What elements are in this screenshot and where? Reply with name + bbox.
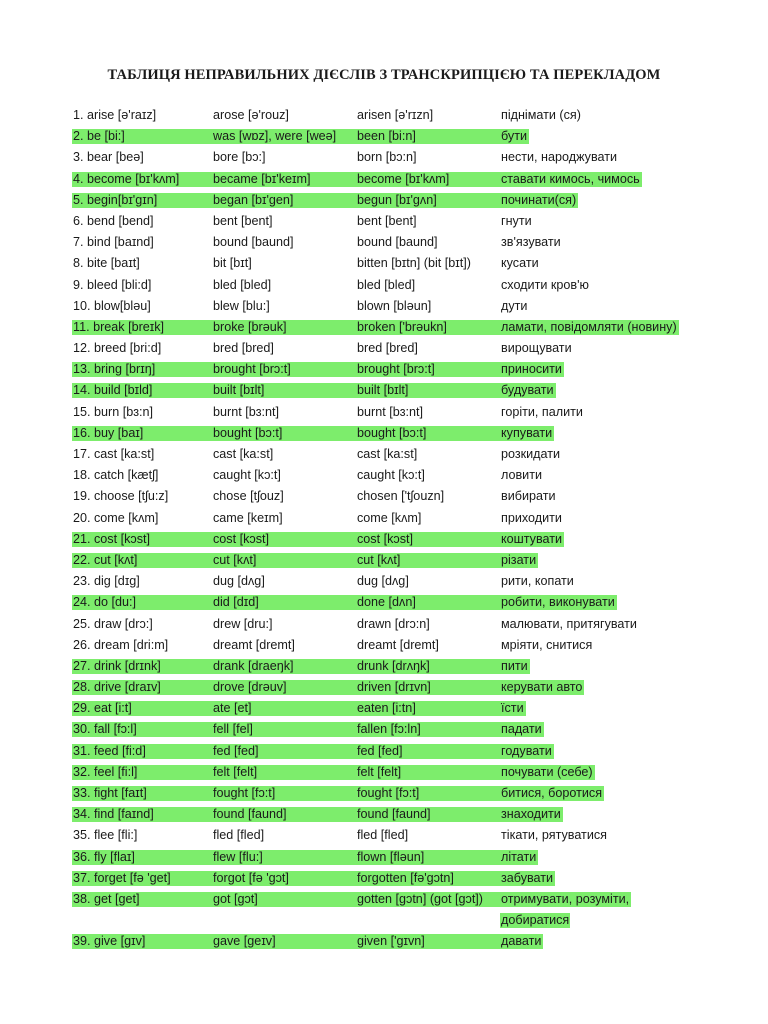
table-row (0, 529, 768, 550)
translation-cell: сходити кров'ю (501, 277, 589, 292)
translation-cell: літати (501, 849, 537, 864)
past-simple-cell: brought [brɔ:t] (213, 362, 291, 377)
table-row (0, 465, 768, 486)
table-row (0, 296, 768, 317)
table-row (0, 931, 768, 952)
past-participle-cell: bound [baund] (357, 235, 438, 250)
past-simple-cell: bore [bɔ:] (213, 150, 266, 165)
translation-cell: тікати, рятуватися (501, 828, 607, 843)
past-simple-cell: broke [brəuk] (213, 319, 287, 334)
past-participle-cell: felt [felt] (357, 764, 402, 779)
past-simple-cell: blew [blu:] (213, 298, 270, 313)
table-row (0, 508, 768, 529)
past-participle-cell: done [dʌn] (357, 595, 416, 610)
table-row (0, 380, 768, 401)
base-form-cell: 28. drive [draɪv] (73, 680, 161, 695)
row-highlight (72, 553, 538, 568)
translation-cell: ловити (501, 468, 543, 483)
table-row (0, 317, 768, 338)
table-row (0, 550, 768, 571)
table-row (0, 444, 768, 465)
past-participle-cell: born [bɔ:n] (357, 150, 417, 165)
past-participle-cell: gotten [gɔtn] (got [gɔt]) (357, 891, 484, 906)
past-simple-cell: ate [et] (213, 701, 252, 716)
past-simple-cell: dreamt [dremt] (213, 637, 295, 652)
past-participle-cell: cut [kʌt] (357, 552, 401, 567)
translation-cell: малювати, притягувати (501, 616, 637, 631)
translation-cell: ламати, повідомляти (новину) (501, 319, 677, 334)
base-form-cell: 20. come [kʌm] (73, 510, 159, 525)
base-form-cell: 27. drink [drɪnk] (73, 658, 161, 673)
translation-cell: коштувати (501, 531, 563, 546)
translation-cell: купувати (501, 425, 553, 440)
row-highlight (72, 722, 544, 737)
past-participle-cell: come [kʌm] (357, 510, 422, 525)
table-row (0, 338, 768, 359)
past-simple-cell: arose [ə'rouz] (213, 108, 289, 122)
past-participle-cell: chosen ['tʃouzn] (357, 489, 445, 504)
translation-cell: гнути (501, 213, 532, 228)
base-form-cell: 33. fight [faɪt] (73, 786, 147, 800)
table-row (0, 275, 768, 296)
base-form-cell: 16. buy [baɪ] (73, 425, 144, 440)
past-simple-cell: drank [draeŋk] (213, 658, 294, 673)
past-simple-cell: came [keɪm] (213, 510, 283, 525)
past-participle-cell: dug [dʌg] (357, 574, 409, 589)
translation-cell: дути (501, 298, 528, 313)
table-row (0, 423, 768, 444)
base-form-cell: 23. dig [dɪg] (73, 574, 140, 589)
past-simple-cell: got [gɔt] (213, 891, 258, 906)
base-form-cell: 32. feel [fi:l] (73, 764, 138, 779)
translation-cell: розкидати (501, 447, 561, 461)
translation-cell: вибирати (501, 489, 556, 504)
table-row (0, 698, 768, 719)
base-form-cell: 39. give [gɪv] (73, 934, 146, 949)
past-participle-cell: bred [bred] (357, 341, 418, 356)
base-form-cell: 10. blow[bləu] (73, 298, 151, 313)
base-form-cell: 37. forget [fə 'get] (73, 870, 171, 885)
translation-cell: добиратися (501, 913, 570, 928)
past-participle-cell: given ['gɪvn] (357, 934, 425, 949)
past-participle-cell: become [bɪ'kʌm] (357, 171, 450, 186)
past-participle-cell: found [faund] (357, 807, 431, 822)
translation-cell: починати(ся) (501, 192, 577, 207)
past-simple-cell: bit [bɪt] (213, 256, 252, 271)
base-form-cell: 25. draw [drɔ:] (73, 616, 153, 631)
past-simple-cell: gave [geɪv] (213, 934, 276, 949)
past-participle-cell: been [bi:n] (357, 129, 416, 144)
translation-cell: ставати кимось, чимось (501, 171, 640, 186)
past-simple-cell: became [bɪ'keɪm] (213, 171, 311, 186)
past-participle-cell: bent [bent] (357, 213, 417, 228)
table-row (0, 741, 768, 762)
base-form-cell: 11. break [breɪk] (73, 319, 165, 334)
past-participle-cell: broken ['brəukn] (357, 319, 447, 334)
table-row (0, 169, 768, 190)
translation-cell: кусати (501, 256, 539, 271)
base-form-cell: 2. be [bi:] (73, 129, 125, 144)
table-row (0, 656, 768, 677)
base-form-cell: 15. burn [bɜ:n] (73, 404, 153, 419)
past-participle-cell: fought [fɔ:t] (357, 786, 420, 800)
translation-cell: забувати (501, 870, 554, 885)
past-simple-cell: did [dɪd] (213, 595, 259, 610)
translation-cell: приходити (501, 510, 562, 525)
past-simple-cell: caught [kɔ:t] (213, 468, 281, 483)
base-form-cell: 38. get [get] (73, 891, 140, 906)
table-row (0, 253, 768, 274)
table-row (0, 211, 768, 232)
translation-cell: давати (501, 934, 542, 949)
past-participle-cell: drunk [drʌŋk] (357, 658, 430, 673)
base-form-cell: 17. cast [ka:st] (73, 447, 155, 461)
table-row (0, 359, 768, 380)
base-form-cell: 14. build [bɪld] (73, 383, 153, 398)
table-row (0, 190, 768, 211)
translation-cell: приносити (501, 362, 562, 377)
verb-table (0, 105, 768, 953)
table-row (0, 105, 768, 126)
base-form-cell: 31. feed [fi:d] (73, 743, 146, 758)
translation-cell: піднімати (ся) (501, 108, 581, 122)
base-form-cell: 18. catch [kætʃ] (73, 468, 159, 483)
past-simple-cell: found [faund] (213, 807, 287, 822)
translation-cell: різати (501, 552, 537, 567)
past-simple-cell: cost [kɔst] (213, 531, 269, 546)
translation-cell: зв'язувати (501, 235, 561, 250)
translation-cell: їсти (501, 701, 524, 716)
base-form-cell: 13. bring [brɪŋ] (73, 362, 156, 377)
base-form-cell: 1. arise [ə'raɪz] (73, 108, 157, 122)
base-form-cell: 22. cut [kʌt] (73, 552, 138, 567)
past-simple-cell: bred [bred] (213, 341, 274, 356)
past-simple-cell: fed [fed] (213, 743, 259, 758)
translation-cell: пити (501, 658, 528, 673)
base-form-cell: 19. choose [tʃu:z] (73, 489, 169, 504)
table-row (0, 719, 768, 740)
base-form-cell: 7. bind [baɪnd] (73, 235, 154, 250)
past-simple-cell: fought [fɔ:t] (213, 786, 276, 800)
translation-cell: нести, народжувати (501, 150, 618, 165)
page-title: ТАБЛИЦЯ НЕПРАВИЛЬНИХ ДІЄСЛІВ З ТРАНСКРИПЦІЄЮ ТА ПЕРЕКЛАДОМ (107, 67, 661, 83)
row-highlight (72, 850, 538, 865)
past-simple-cell: was [wɒz], were [weə] (213, 129, 337, 144)
translation-cell: керувати авто (501, 680, 583, 695)
past-simple-cell: began [bɪ'gen] (213, 192, 294, 207)
past-simple-cell: cast [ka:st] (213, 447, 274, 461)
table-row (0, 402, 768, 423)
table-row (0, 126, 768, 147)
past-participle-cell: cost [kɔst] (357, 531, 413, 546)
base-form-cell: 34. find [faɪnd] (73, 807, 154, 822)
past-participle-cell: burnt [bɜ:nt] (357, 404, 423, 419)
table-row (0, 762, 768, 783)
table-row (0, 571, 768, 592)
past-participle-cell: fed [fed] (357, 743, 403, 758)
row-highlight (72, 701, 526, 716)
table-row (0, 592, 768, 613)
past-participle-cell: brought [brɔ:t] (357, 362, 435, 377)
past-participle-cell: bled [bled] (357, 277, 416, 292)
past-participle-cell: arisen [ə'rɪzn] (357, 108, 434, 122)
translation-cell: будувати (501, 383, 554, 398)
base-form-cell: 4. become [bɪ'kʌm] (73, 171, 180, 186)
past-simple-cell: bought [bɔ:t] (213, 425, 283, 440)
past-simple-cell: bent [bent] (213, 213, 273, 228)
translation-cell: бути (501, 129, 528, 144)
table-row (0, 847, 768, 868)
base-form-cell: 8. bite [baɪt] (73, 256, 140, 271)
base-form-cell: 6. bend [bend] (73, 213, 154, 228)
translation-cell: битися, боротися (501, 786, 603, 800)
row-highlight (72, 426, 554, 441)
past-participle-cell: eaten [i:tn] (357, 701, 416, 716)
past-simple-cell: drove [drəuv] (213, 680, 287, 695)
translation-cell: робити, виконувати (501, 595, 615, 610)
translation-cell: горіти, палити (501, 404, 583, 419)
table-row (0, 889, 768, 931)
table-row (0, 868, 768, 889)
past-participle-cell: forgotten [fə'gɔtn] (357, 870, 454, 885)
translation-cell: знаходити (501, 807, 561, 822)
table-row (0, 147, 768, 168)
past-participle-cell: flown [fləun] (357, 849, 425, 864)
past-participle-cell: bought [bɔ:t] (357, 425, 427, 440)
base-form-cell: 36. fly [flaɪ] (73, 849, 135, 864)
past-simple-cell: cut [kʌt] (213, 552, 257, 567)
table-row (0, 825, 768, 846)
past-participle-cell: fled [fled] (357, 828, 409, 843)
base-form-cell: 9. bleed [bli:d] (73, 277, 152, 292)
past-simple-cell: forgot [fə 'gɔt] (213, 870, 289, 885)
base-form-cell: 24. do [du:] (73, 595, 137, 610)
past-simple-cell: dug [dʌg] (213, 574, 265, 589)
past-participle-cell: caught [kɔ:t] (357, 468, 425, 483)
past-simple-cell: bound [baund] (213, 235, 294, 250)
past-simple-cell: felt [felt] (213, 764, 258, 779)
table-row (0, 677, 768, 698)
table-row (0, 783, 768, 804)
past-participle-cell: fallen [fɔ:ln] (357, 722, 421, 737)
past-participle-cell: bitten [bɪtn] (bit [bɪt]) (357, 256, 471, 271)
past-simple-cell: bled [bled] (213, 277, 272, 292)
past-simple-cell: burnt [bɜ:nt] (213, 404, 279, 419)
base-form-cell: 30. fall [fɔ:l] (73, 722, 137, 737)
translation-cell: годувати (501, 743, 552, 758)
past-simple-cell: fell [fel] (213, 722, 253, 737)
translation-cell: падати (501, 722, 542, 737)
past-simple-cell: fled [fled] (213, 828, 265, 843)
translation-cell: почувати (себе) (501, 764, 593, 779)
past-participle-cell: built [bɪlt] (357, 383, 409, 398)
past-simple-cell: flew [flu:] (213, 849, 263, 864)
translation-cell: вирощувати (501, 341, 572, 356)
table-row (0, 232, 768, 253)
past-participle-cell: driven [drɪvn] (357, 680, 431, 695)
base-form-cell: 5. begin[bɪ'gɪn] (73, 192, 158, 207)
base-form-cell: 3. bear [beə] (73, 150, 144, 165)
translation-cell: отримувати, розуміти, (501, 891, 630, 906)
table-row (0, 635, 768, 656)
translation-cell: мріяти, снитися (501, 637, 593, 652)
translation-cell: рити, копати (501, 574, 574, 589)
past-participle-cell: dreamt [dremt] (357, 637, 439, 652)
past-participle-cell: blown [bləun] (357, 298, 432, 313)
past-participle-cell: cast [ka:st] (357, 447, 418, 461)
past-simple-cell: drew [dru:] (213, 616, 273, 631)
base-form-cell: 29. eat [i:t] (73, 701, 132, 716)
base-form-cell: 12. breed [bri:d] (73, 341, 162, 356)
base-form-cell: 35. flee [fli:] (73, 828, 138, 843)
table-row (0, 614, 768, 635)
table-row (0, 486, 768, 507)
past-participle-cell: begun [bɪ'gʌn] (357, 192, 437, 207)
table-row (0, 804, 768, 825)
past-participle-cell: drawn [drɔ:n] (357, 616, 430, 631)
past-simple-cell: chose [tʃouz] (213, 489, 284, 504)
base-form-cell: 21. cost [kɔst] (73, 531, 150, 546)
past-simple-cell: built [bɪlt] (213, 383, 265, 398)
base-form-cell: 26. dream [dri:m] (73, 637, 169, 652)
